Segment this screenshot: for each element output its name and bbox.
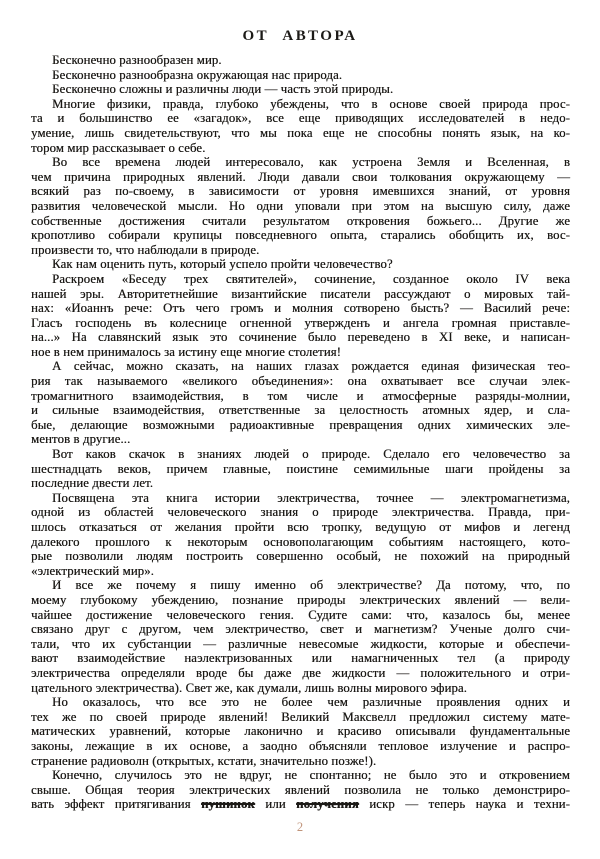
- text-line: Многие физики, правда, глубоко убеждены, что в основе своей природа прос-: [52, 96, 570, 111]
- text-line: всякий раз по-своему, в зависимости от уровня имевшихся знаний, от уровня: [31, 184, 570, 199]
- smudged-word: получения: [296, 797, 359, 812]
- text-line: тромагнитного взаимодействия, в том числе и атмосферные разряды-молнии,: [31, 388, 570, 403]
- text-line: рые позволили людям построить совершенно особый, не похожий на природный: [31, 549, 570, 564]
- text-line: вают взаимодействие наэлектризованных или намагниченных тел (а природу: [31, 651, 570, 666]
- text-line: чем причина природных явлений. Люди давали свои толкования окружающему —: [31, 169, 570, 184]
- text-line: на...» На славянский язык это сочинение было переведено в XI веке, и написан-: [31, 330, 570, 345]
- text-line: Конечно, случилось это не вдруг, не спонтанно; не было это и откровением: [52, 768, 570, 783]
- text-line: последние двести лет.: [31, 476, 154, 491]
- text-line: Гласъ господень въ колеснице огненной утвержденъ и ангела громная приставле-: [31, 315, 570, 330]
- text-line: ное в нем принималось за истину еще многие столетия!: [31, 344, 342, 359]
- text-line: и сильные взаимодействия, ответственные за целостность атомных ядер, и сла-: [31, 403, 570, 418]
- text-line: странение радиоволн (открытых, кстати, значительно позже!).: [31, 753, 377, 768]
- paragraph: [31, 97, 570, 155]
- paragraph: [31, 359, 570, 447]
- text-line: Вот каков скачок в знаниях людей о природе. Сделало его человечество за: [52, 447, 570, 462]
- paragraph: [31, 578, 570, 695]
- text-line: Посвящена эта книга истории электричества, точнее — электромагнетизма,: [52, 490, 570, 505]
- text-line: нашей эры. Авторитетнейшие византийские писатели рассуждают о мировых тай-: [31, 286, 570, 301]
- text-line: собственные достижения считали результатом откровения божьего... Другие же: [31, 213, 570, 228]
- paragraph: [31, 491, 570, 579]
- paragraph: [31, 768, 570, 812]
- text-line: чайшее достижение человеческого гения. Судите сами: что, казалось бы, менее: [31, 607, 570, 622]
- text-line: развития человеческой мысли. Но одни уповали при этом на высшую силу, даже: [31, 198, 570, 213]
- text-line: произвести то, что наблюдали в природе.: [31, 242, 260, 257]
- paragraph: [31, 82, 570, 97]
- text-line: связано друг с другом, чем электричество, свет и магнетизм? Ученые долго счи-: [31, 622, 570, 637]
- text-line: законы, лежащие в их основе, а заодно объясняли тепловое излучение и распро-: [31, 738, 570, 753]
- paragraph: [31, 272, 570, 360]
- page-title: ОТ АВТОРА: [242, 28, 358, 44]
- text-line: Бесконечно разнообразен мир.: [52, 53, 222, 67]
- text-line: матических уравнений, которые лаконично и красиво описывали фундаментальные: [31, 724, 570, 739]
- text-line: далекого прошлого к некоторым основополагающим событиям настоящего, кото-: [31, 534, 570, 549]
- text-block: [31, 53, 570, 812]
- text-line: «электрический мир».: [31, 563, 154, 578]
- text-line: ментов в другие...: [31, 432, 131, 447]
- text-line: одной из областей человеческого знания о природе электричества. Правда, при-: [31, 505, 570, 520]
- paragraph: [31, 68, 570, 83]
- text-line: вать эффект притягивания пушинок или получения искр — теперь наука и техни-: [31, 797, 570, 812]
- text-line: И все же почему я пишу именно об электричестве? Да потому, что, по: [52, 578, 570, 593]
- text-line: электричества определяли вроде бы даже две жидкости — положительного и отри-: [31, 665, 570, 680]
- text-line: моему глубокому убеждению, познание природы электрических явлений — вели-: [31, 592, 570, 607]
- paragraph: [31, 257, 570, 272]
- text-line: тали, что их субстанции — различные невесомые жидкости, которые и обеспечи-: [31, 636, 570, 651]
- text-line: шлось отказаться от желания пройти всю тропку, ведущую от мифов и легенд: [31, 520, 570, 534]
- text-line: рия так называемого «великого объединения»: она охватывает все случаи элек-: [31, 374, 570, 389]
- text-line: Бесконечно сложны и различны люди — часть этой природы.: [52, 82, 394, 97]
- text-line: Но оказалось, что все это не более чем различные проявления одних и: [52, 695, 570, 710]
- paragraph: [31, 695, 570, 768]
- text-line: Раскроем «Беседу трех святителей», сочинение, созданное около IV века: [52, 271, 570, 286]
- smudged-word: пушинок: [201, 797, 255, 812]
- page-number: 2: [296, 819, 304, 834]
- text-line: Бесконечно разнообразна окружающая нас природа.: [52, 67, 343, 82]
- text-line: умение, лишь свидетельствуют, что мы пока еще не способны понять язык, на ко-: [31, 125, 570, 140]
- text-line: цательного электричества). Свет же, как думали, лишь волны мирового эфира.: [31, 680, 467, 695]
- text-line: тором мир рассказывает о себе.: [31, 140, 206, 155]
- paragraph: [31, 447, 570, 491]
- text-line: бые, делающие возможными радиоактивные превращения одних химических эле-: [31, 417, 570, 432]
- text-line: А сейчас, можно сказать, на наших глазах рождается единая физическая тео-: [52, 359, 570, 374]
- text-line: свыше. Общая теория электрических явлений позволила не только демонстриро-: [31, 782, 570, 797]
- text-line: та и большинство ее «загадок», все еще приводящих исследователей в недо-: [31, 111, 570, 126]
- paragraph: [31, 53, 570, 68]
- text-line: тех же по своей природе явлений! Великий Максвелл предложил систему мате-: [31, 709, 570, 724]
- text-line: нах: «Иоаннъ рече: Отъ чего громъ и молния сотворено бысть? — Василий рече:: [31, 301, 570, 316]
- text-line: шестнадцать веков, причем главные, поистине семимильные шаги пройдены за: [31, 461, 570, 476]
- text-line: Во все времена людей интересовало, как устроена Земля и Вселенная, в: [52, 155, 570, 170]
- text-line: кропотливо собирали крупицы повседневного опыта, старались обобщить их, вос-: [31, 228, 570, 243]
- paragraph: [31, 155, 570, 257]
- text-line: Как нам оценить путь, который успело пройти человечество?: [52, 257, 393, 272]
